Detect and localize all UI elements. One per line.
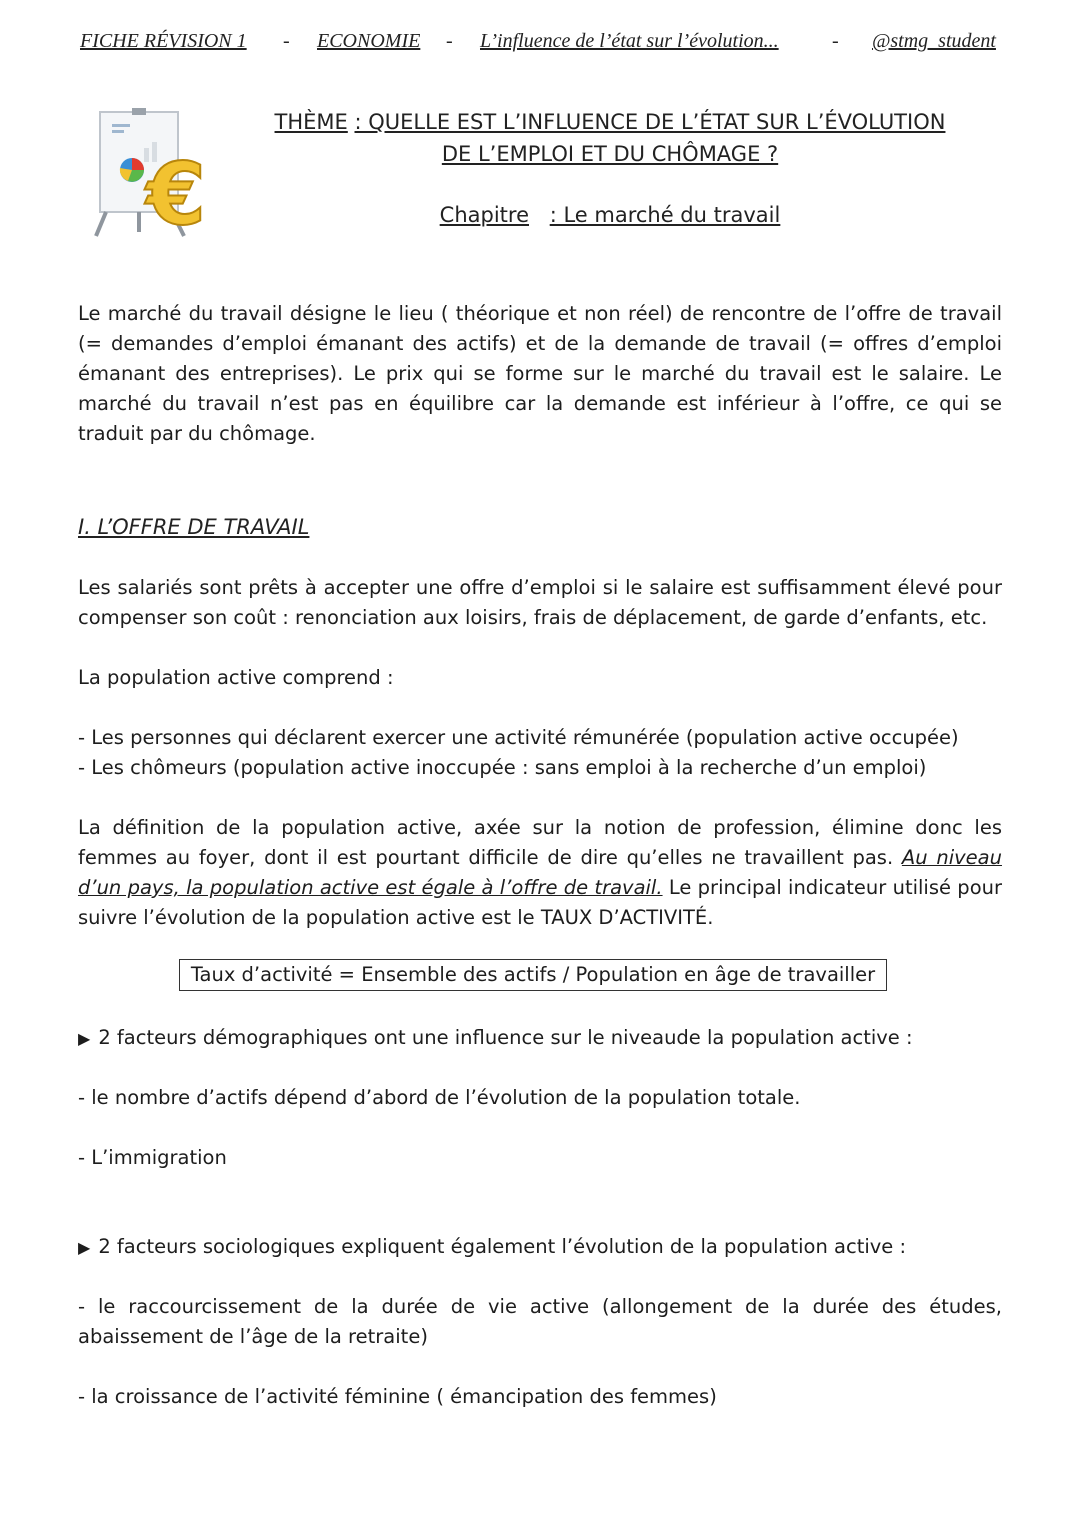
chapter-title: : Le marché du travail [549,203,781,227]
theme-label: THÈME [274,110,348,134]
header-separator: - [832,30,839,52]
factor-heading [78,1023,1002,1054]
list-item: - L’immigration [78,1146,227,1169]
chapter-label: Chapitre [439,203,529,227]
factor-heading-text: 2 facteurs sociologiques expliquent également l’évolution de la population active : [98,1235,907,1258]
theme-title-line1: : QUELLE EST L’INFLUENCE DE L’ÉTAT SUR L’ÉVOLUTION [354,110,946,134]
euro-chart-easel-icon [92,108,222,243]
page-header [80,30,1008,58]
section-title: I. L’OFFRE DE TRAVAIL [78,515,310,539]
header-fiche: FICHE RÉVISION 1 [80,30,247,52]
header-subject: ECONOMIE [317,30,421,52]
theme-heading [240,106,980,170]
svg-text:€: € [146,145,206,243]
header-separator: - [283,30,290,52]
definition-text-end: Le principal indicateur utilisé pour suivre l’évolution de la population active est le TAUX D’ACTIVITÉ. [78,876,1002,929]
factor-heading-text: 2 facteurs démographiques ont une influence sur le niveaude la population active : [98,1026,913,1049]
factor-heading [78,1232,1002,1263]
paragraph: La population active comprend : [78,666,394,689]
formula-box: Taux d’activité = Ensemble des actifs / Population en âge de travailler [179,959,887,991]
list-item: - la croissance de l’activité féminine ( émancipation des femmes) [78,1385,717,1408]
list-item: - le raccourcissement de la durée de vie active (allongement de la durée des études, abaissement de l’âge de la retraite) [78,1295,1002,1348]
definition-text: La définition de la population active, axée sur la notion de profession, élimine donc les femmes au foyer, dont il est pourtant difficile de dire qu’elles ne travaillent pas. [78,816,1002,869]
list-item: - Les personnes qui déclarent exercer une activité rémunérée (population active occupée) [78,726,959,749]
list-item: - Les chômeurs (population active inoccupée : sans emploi à la recherche d’un emploi) [78,756,927,779]
paragraph: Les salariés sont prêts à accepter une offre d’emploi si le salaire est suffisamment élevé pour compenser son coût : renonciation aux loisirs, frais de déplacement, de garde d’enfants, etc. [78,576,1002,629]
triangle-bullet-icon: ▶ [78,1238,91,1257]
header-author: @stmg_student [872,30,996,52]
header-separator: - [446,30,453,52]
chapter-heading [240,203,980,227]
triangle-bullet-icon: ▶ [78,1029,91,1048]
definition-paragraph [78,813,1002,933]
emphasis-text: Au niveau d’un pays, la population active est égale à l’offre de travail. [78,846,1002,899]
theme-title-line2: DE L’EMPLOI ET DU CHÔMAGE ? [441,142,779,166]
list-item: - le nombre d’actifs dépend d’abord de l’évolution de la population totale. [78,1086,801,1109]
header-topic: L’influence de l’état sur l’évolution... [480,30,779,52]
intro-paragraph: Le marché du travail désigne le lieu ( théorique et non réel) de rencontre de l’offre de travail (= demandes d’emploi émanant des actifs) et de la demande de travail (= offres d’emploi émanant des entreprises). Le prix qui se forme sur le marché du travail est le salaire. Le marché du travail n’est pas en équilibre car la demande est inférieur à l’offre, ce qui se traduit par du chômage. [78,302,1002,445]
